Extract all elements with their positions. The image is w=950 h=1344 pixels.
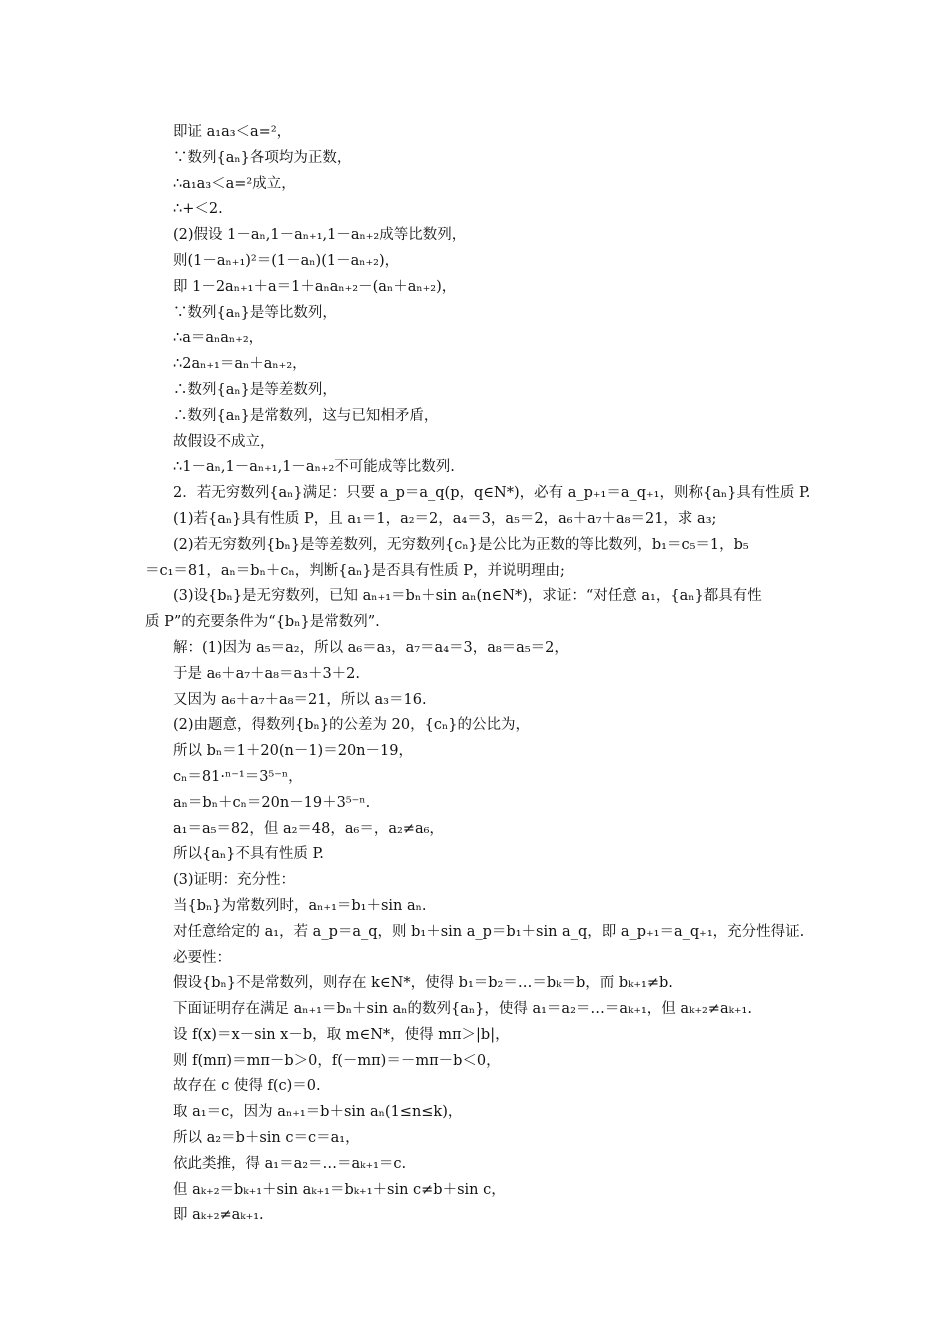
- text-line: 下面证明存在满足 aₙ₊₁＝bₙ＋sin aₙ的数列{aₙ}，使得 a₁＝a₂＝…＝aₖ₊₁，但 aₖ₊₂≠aₖ₊₁.: [173, 1001, 752, 1018]
- document-body: [145, 120, 810, 1229]
- text-line: 又因为 a₆＋a₇＋a₈＝21，所以 a₃＝16.: [173, 691, 427, 708]
- text-line: 则 f(mπ)＝mπ－b＞0，f(－mπ)＝－mπ－b＜0，: [173, 1052, 501, 1069]
- text-line: (2)假设 1－aₙ,1－aₙ₊₁,1－aₙ₊₂成等比数列，: [173, 227, 467, 244]
- text-line: 取 a₁＝c，因为 aₙ₊₁＝b＋sin aₙ(1≤n≤k)，: [173, 1104, 463, 1121]
- text-line: ＝c₁＝81，aₙ＝bₙ＋cₙ，判断{aₙ}是否具有性质 P，并说明理由;: [145, 562, 565, 579]
- text-line: 即证 a₁a₃＜a=²，: [173, 124, 292, 140]
- text-line: aₙ＝bₙ＋cₙ＝20n－19＋3⁵⁻ⁿ.: [173, 794, 371, 811]
- text-line: 必要性：: [173, 949, 231, 966]
- text-line: 质 P”的充要条件为“{bₙ}是常数列”.: [145, 614, 380, 631]
- text-line: 即 1－2aₙ₊₁＋a＝1＋aₙaₙ₊₂－(aₙ＋aₙ₊₂)，: [173, 278, 457, 295]
- text-line: (3)证明：充分性：: [173, 872, 296, 889]
- text-line: (3)设{bₙ}是无穷数列，已知 aₙ₊₁＝bₙ＋sin aₙ(n∈N*)，求证：“对任意 a₁，{aₙ}都具有性: [173, 588, 762, 605]
- text-line: 故存在 c 使得 f(c)＝0.: [173, 1078, 321, 1095]
- text-line: ∴a₁a₃＜a=²成立，: [173, 175, 296, 192]
- text-line: (2)若无穷数列{bₙ}是等差数列，无穷数列{cₙ}是公比为正数的等比数列，b₁＝c₅＝1，b₅: [173, 536, 749, 553]
- text-line: 假设{bₙ}不是常数列，则存在 k∈N*，使得 b₁＝b₂＝…＝bₖ＝b，而 bₖ₊₁≠b.: [173, 975, 673, 992]
- text-line: ∴数列{aₙ}是常数列，这与已知相矛盾，: [173, 407, 439, 424]
- text-line: ∴2aₙ₊₁＝aₙ＋aₙ₊₂，: [173, 356, 307, 373]
- text-line: ∵数列{aₙ}各项均为正数，: [173, 149, 352, 166]
- text-line: 2．若无穷数列{aₙ}满足：只要 a_p＝a_q(p，q∈N*)，必有 a_p₊₁＝a_q₊₁，则称{aₙ}具有性质 P.: [173, 485, 811, 502]
- text-line: (2)由题意，得数列{bₙ}的公差为 20，{cₙ}的公比为，: [173, 717, 530, 734]
- text-line: 于是 a₆＋a₇＋a₈＝a₃＋3＋2.: [173, 665, 360, 682]
- text-line: (1)若{aₙ}具有性质 P，且 a₁＝1，a₂＝2，a₄＝3，a₅＝2，a₆＋a₇＋a₈＝21，求 a₃;: [173, 510, 717, 527]
- text-line: 所以 a₂＝b＋sin c＝c＝a₁，: [173, 1130, 360, 1147]
- text-line: ∴数列{aₙ}是等差数列，: [173, 381, 337, 398]
- text-line: ∴a＝aₙaₙ₊₂，: [173, 330, 264, 347]
- text-line: 即 aₖ₊₂≠aₖ₊₁.: [173, 1207, 264, 1224]
- text-line: 所以{aₙ}不具有性质 P.: [173, 846, 324, 863]
- text-line: ∴1－aₙ,1－aₙ₊₁,1－aₙ₊₂不可能成等比数列.: [173, 459, 455, 476]
- text-line: cₙ＝81·ⁿ⁻¹＝3⁵⁻ⁿ，: [173, 768, 303, 785]
- text-line: 对任意给定的 a₁，若 a_p＝a_q，则 b₁＋sin a_p＝b₁＋sin a_q，即 a_p₊₁＝a_q₊₁，充分性得证.: [173, 923, 805, 940]
- text-line: 故假设不成立，: [173, 433, 275, 450]
- text-line: 则(1－aₙ₊₁)²＝(1－aₙ)(1－aₙ₊₂)，: [173, 252, 400, 269]
- text-line: 当{bₙ}为常数列时，aₙ₊₁＝b₁＋sin aₙ.: [173, 897, 427, 914]
- text-line: 依此类推，得 a₁＝a₂＝…＝aₖ₊₁＝c.: [173, 1155, 407, 1172]
- text-line: 所以 bₙ＝1＋20(n－1)＝20n－19，: [173, 743, 413, 760]
- text-line: 设 f(x)＝x－sin x－b，取 m∈N*，使得 mπ＞|b|，: [173, 1026, 510, 1043]
- text-line: 但 aₖ₊₂＝bₖ₊₁＋sin aₖ₊₁＝bₖ₊₁＋sin c≠b＋sin c，: [173, 1181, 506, 1198]
- text-line: ∵数列{aₙ}是等比数列，: [173, 304, 337, 321]
- text-line: 解：(1)因为 a₅＝a₂，所以 a₆＝a₃，a₇＝a₄＝3，a₈＝a₅＝2，: [173, 639, 569, 656]
- text-line: a₁＝a₅＝82，但 a₂＝48，a₆＝，a₂≠a₆，: [173, 820, 444, 837]
- text-line: ∴+＜2.: [173, 201, 223, 218]
